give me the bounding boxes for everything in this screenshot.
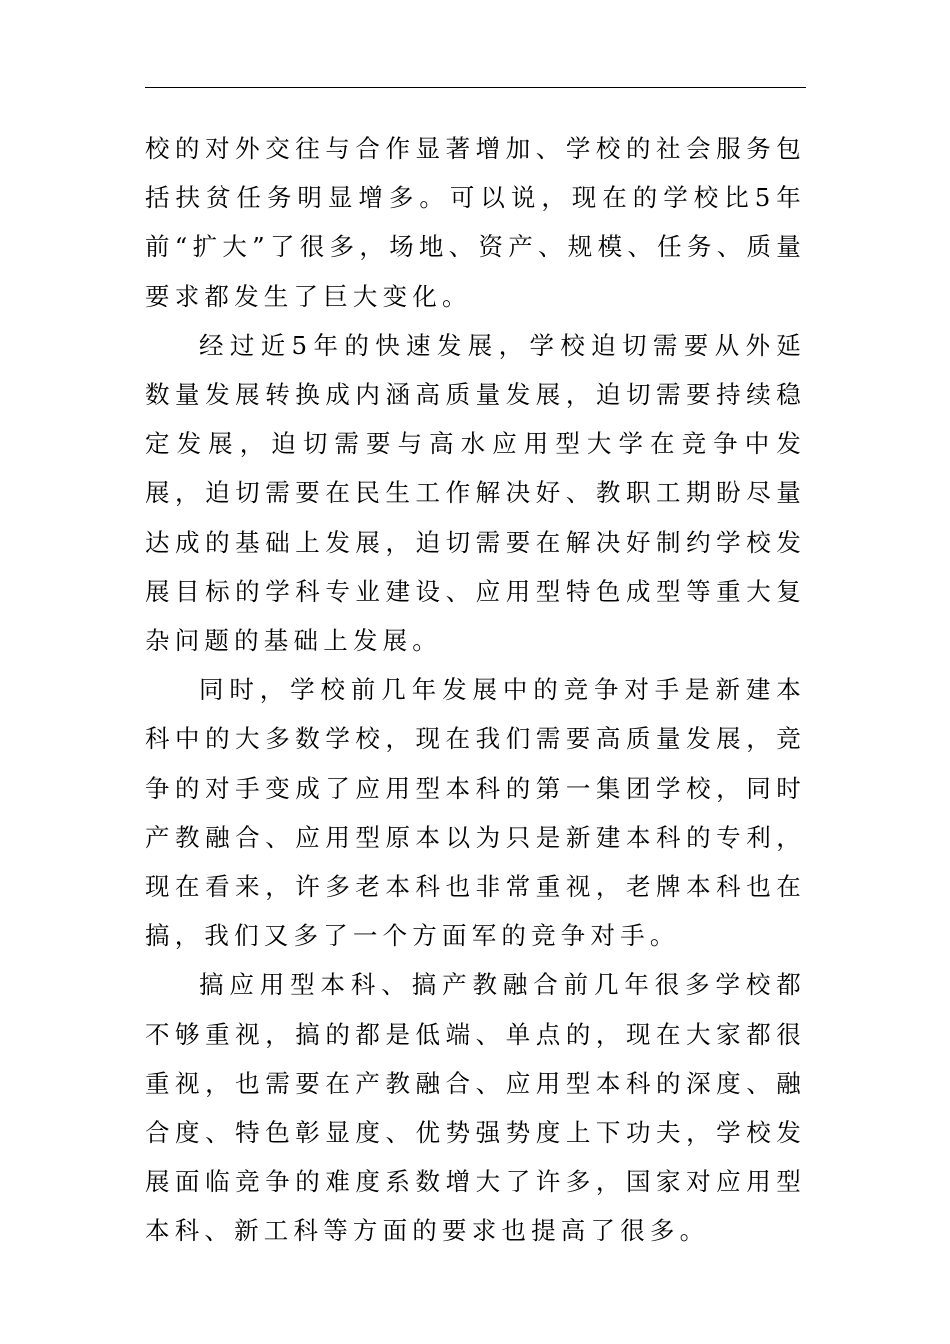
document-body [145,124,806,1256]
paragraph-2: 经过近5年的快速发展，学校迫切需要从外延数量发展转换成内涵高质量发展，迫切需要持续稳定发展，迫切需要与高水应用型大学在竞争中发展，迫切需要在民生工作解决好、教职工期盼尽量达成的基础上发展，迫切需要在解决好制约学校发展目标的学科专业建设、应用型特色成型等重大复杂问题的基础上发展。 [145,330,806,656]
header-rule [145,87,806,88]
paragraph-1: 校的对外交往与合作显著增加、学校的社会服务包括扶贫任务明显增多。可以说，现在的学校比5年前“扩大”了很多，场地、资产、规模、任务、质量要求都发生了巨大变化。 [145,134,806,311]
paragraph-4: 搞应用型本科、搞产教融合前几年很多学校都不够重视，搞的都是低端、单点的，现在大家都很重视，也需要在产教融合、应用型本科的深度、融合度、特色彰显度、优势强势度上下功夫，学校发展面临竞争的难度系数增大了许多，国家对应用型本科、新工科等方面的要求也提高了很多。 [145,970,806,1246]
paragraph-3: 同时，学校前几年发展中的竞争对手是新建本科中的大多数学校，现在我们需要高质量发展，竞争的对手变成了应用型本科的第一集团学校，同时产教融合、应用型原本以为只是新建本科的专利，现在看来，许多老本科也非常重视，老牌本科也在搞，我们又多了一个方面军的竞争对手。 [145,675,806,951]
